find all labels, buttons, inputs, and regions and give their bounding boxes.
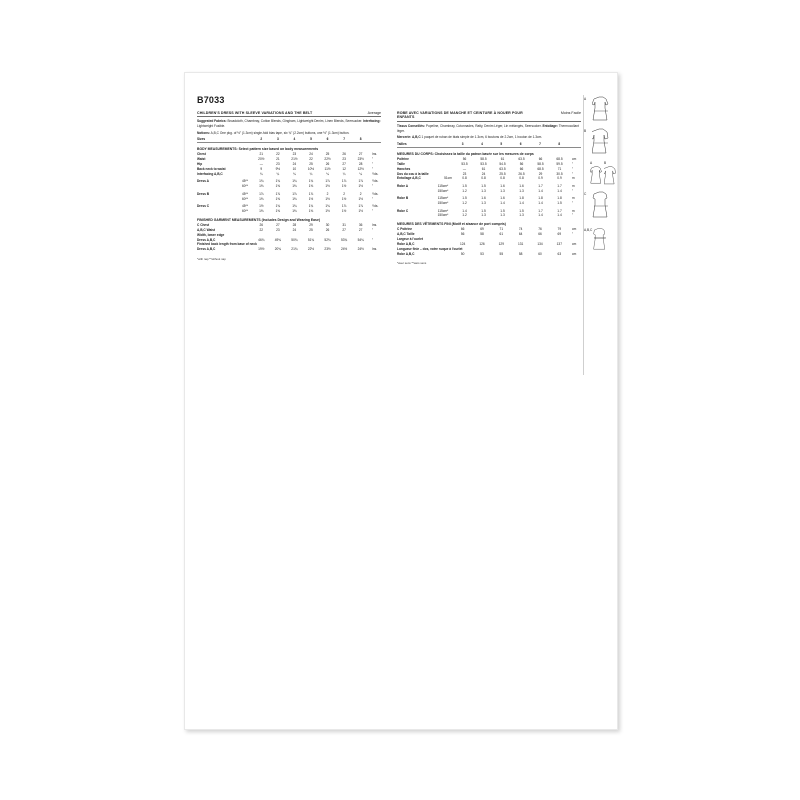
- size-header: 4: [286, 137, 303, 143]
- english-sizes-table: [197, 137, 381, 143]
- french-fabrics: [397, 124, 581, 134]
- french-column: [397, 111, 581, 265]
- table-row: A,B,C Waist 22 23 24 25 26 27 27 ": [197, 227, 374, 232]
- table-row: Finished back length from base of neck: [197, 242, 257, 247]
- size-header: 2: [253, 137, 270, 143]
- table-row: Robe A,B,C 50 53 55 58 60 63 cm: [397, 251, 577, 256]
- french-fabrics-text: Popeline, Chambray, Cotonnades, Ratty, Denim Léger, Lin mélangés, Seersucker.: [425, 123, 542, 128]
- sheet-header: [197, 95, 577, 105]
- size-header: 8: [352, 137, 369, 143]
- english-sizes-label: Sizes: [197, 137, 253, 143]
- table-row: Width, lower edge: [197, 232, 225, 237]
- dress-figure-icon: [592, 127, 610, 157]
- garment-illustration-strip: [583, 95, 614, 375]
- table-row: 150cm* 1.2 1.3 1.4 1.4 1.4 1.5 ": [437, 201, 574, 206]
- size-header: 6: [319, 137, 336, 143]
- table-row: Hip — 23 24 25 26 27 28 ": [197, 162, 374, 167]
- french-sizes-label: Tailles: [397, 141, 453, 147]
- illustration-view-a-alt: [590, 159, 603, 188]
- french-header: [397, 111, 581, 122]
- english-dress-c-table: [197, 204, 381, 214]
- english-footnote: *with nap **without nap: [197, 256, 226, 261]
- illustration-view-b: [584, 127, 614, 157]
- english-finished-table: [197, 223, 381, 252]
- english-notions: [197, 131, 381, 136]
- french-robe-a-table: [397, 184, 581, 194]
- french-notions: [397, 135, 581, 140]
- size-header: 5: [303, 137, 320, 143]
- french-robe-b-table: [397, 196, 581, 206]
- dress-figure-icon: [590, 164, 603, 188]
- table-row: Dress A,B,C 19½ 20¾ 21¾ 22½ 23½ 24½ 24½ Ins.: [197, 247, 378, 252]
- table-row: Dress B 45** 1⅞ 1⅞ 1⅞ 1⅞ 2 2 2 Yds.: [197, 191, 379, 196]
- table-row: C Chest 26 27 28 29 30 31 36 Ins.: [197, 222, 378, 227]
- table-row: 150cm* 1.2 1.3 1.3 1.3 1.4 1.4 ": [437, 213, 574, 218]
- english-dress-a-table: [197, 179, 381, 189]
- table-row: Robe A 115cm* 1.5 1.5 1.6 1.6 1.7 1.7 m: [397, 183, 575, 188]
- size-header: 3: [453, 141, 472, 147]
- table-row: Robe A,B,C 124 126 129 131 134 137 cm: [397, 242, 577, 247]
- size-header: 7: [336, 137, 353, 143]
- table-row: Dress A 45** 1¾ 1¾ 1¾ 1¾ 1⅞ 1⅞ 1⅞ Yds.: [197, 179, 379, 184]
- french-sizes-table: [397, 141, 581, 147]
- dress-figure-icon: [604, 164, 617, 188]
- english-body-section-title: BODY MEASUREMENTS: Select pattern size based on body measurements: [197, 147, 319, 152]
- table-row: Taille 53.5 53.5 54.5 56 58.5 59.5 ": [397, 161, 574, 166]
- french-finished-table: [397, 227, 581, 256]
- size-header: 4: [472, 141, 491, 147]
- english-column: [197, 111, 381, 261]
- view-label: B: [584, 129, 587, 133]
- illustration-view-c: [584, 190, 614, 220]
- french-robe-c-table: [397, 208, 581, 218]
- french-fabrics-label: Tissus Conseillés:: [397, 123, 425, 128]
- french-finished-section-title: MESURES DES VÊTEMENTS FINI (Motif et aisance de port compris): [397, 222, 506, 227]
- french-difficulty: Moins Facile: [560, 111, 581, 115]
- table-row: Poitrine 56 58.5 61 63.5 66 68.5 cm: [397, 156, 577, 161]
- english-finished-section-title: FINISHED GARMENT MEASUREMENTS (Includes Design and Wearing Ease): [197, 217, 320, 222]
- english-body-table: [197, 152, 381, 177]
- table-row: [397, 141, 581, 147]
- french-body-section-title: MESURES DU CORPS: Choisissez la taille du patron basée sur les mesures de corps: [397, 151, 534, 156]
- english-fabrics: [197, 119, 381, 129]
- english-notions-label: Notions:: [197, 130, 210, 135]
- view-label: A: [590, 161, 593, 165]
- table-row: Robe C 115cm* 1.4 1.5 1.5 1.5 1.7 1.7 m: [397, 208, 575, 213]
- table-row: Hanches — 61 63.5 66 68.5 71 ": [397, 166, 574, 171]
- english-fabrics-label: Suggested Fabrics:: [197, 119, 227, 124]
- table-row: Largeur à l'ourlet: [397, 237, 423, 242]
- dress-figure-icon: [592, 190, 610, 220]
- illustration-pair-ab: [590, 159, 614, 190]
- illustration-view-abc: [584, 226, 614, 250]
- dress-figure-icon: [592, 95, 610, 125]
- view-label: C: [584, 192, 587, 196]
- french-footnote: *avec sens **sans sens: [397, 261, 427, 266]
- english-interfacing-label: Interfacing:: [363, 119, 381, 124]
- french-interfacing-text: Thermocollant léger.: [397, 123, 579, 133]
- table-row: 60** 1⅜ 1⅜ 1⅜ 1⅜ 1½ 1½ 1½ ": [241, 184, 374, 189]
- french-notions-text: 1 paquet de ruban de biais simple de 1.3cm, 6 boutons de 2.2cm, 1 bouton de 1.3cm.: [421, 135, 543, 140]
- view-label: A,B,C: [584, 228, 593, 232]
- pattern-number: B7033: [197, 95, 225, 105]
- english-difficulty: Average: [367, 111, 381, 115]
- view-label: B: [604, 161, 607, 165]
- size-header: 5: [492, 141, 511, 147]
- table-row: Chest 21 22 23 24 25 26 27 Ins.: [197, 152, 378, 157]
- english-fabrics-text: Broadcloth, Chambray, Cotton Blends, Gingham, Lightweight Denim, Linen Blends, Seersucker.: [227, 119, 363, 124]
- table-row: Waist 20½ 21 21½ 22 22½ 23 23½ ": [197, 157, 374, 162]
- table-row: A,B,C Taille 56 58 61 64 66 69 ": [397, 232, 574, 237]
- size-header: 3: [270, 137, 287, 143]
- table-row: Dress C 45** 1½ 1¾ 1¾ 1¾ 1¾ 1⅞ 1⅞ Yds.: [197, 204, 379, 209]
- english-header: [197, 111, 381, 117]
- table-row: Longueur finie – dos, votre nuque à l'ourlet: [397, 246, 463, 251]
- size-header: 7: [530, 141, 549, 147]
- belt-figure-icon: [592, 226, 608, 250]
- table-row: 150cm* 1.2 1.3 1.3 1.3 1.4 1.4 ": [437, 188, 574, 193]
- french-title: ROBE AVEC VARIATIONS DE MANCHE ET CEINTURE À NOUER POUR ENFANTS: [397, 111, 523, 120]
- pattern-instruction-sheet: [184, 72, 618, 730]
- table-row: [197, 137, 381, 143]
- english-notions-text: A,B,C One pkg. of ½" (1.3cm) single-fold bias tape, six ¾" (2.2cm) buttons, one ½" (1.3cm) button.: [210, 130, 350, 135]
- view-label: A: [584, 97, 587, 101]
- table-row: Entoilage A,B,C 51cm 0.8 0.8 0.8 0.8 0.9 0.9 m: [397, 176, 575, 181]
- table-row: 60** 1⅜ 1⅜ 1⅜ 1⅜ 1½ 1½ 1½ ": [241, 208, 374, 213]
- english-interfacing-text: Lightweight Fusible.: [197, 124, 226, 129]
- french-body-table: [397, 157, 581, 182]
- table-row: Dos du cou à la taille 23 24 25.5 26.5 29 30.5 ": [397, 171, 574, 176]
- size-header: 8: [550, 141, 569, 147]
- table-row: Robe B 115cm* 1.5 1.6 1.6 1.8 1.8 1.8 m: [397, 196, 575, 201]
- table-row: Dress A,B,C 46¾ 49¾ 50¾ 51¾ 52¾ 53¾ 54¾ ": [197, 237, 374, 242]
- table-row: C Poitrine 66 69 71 74 76 79 cm: [397, 227, 577, 232]
- illustration-view-b-alt: [604, 159, 617, 188]
- english-title: CHILDREN'S DRESS WITH SLEEVE VARIATIONS AND THE BELT: [197, 111, 313, 115]
- illustration-view-a: [584, 95, 614, 125]
- table-row: Back neck to waist 9 9½ 10 10½ 11½ 12 12½ ": [197, 167, 374, 172]
- size-header: 6: [511, 141, 530, 147]
- french-notions-label: Mercerie: A,B,C: [397, 135, 421, 140]
- table-row: Interfacing A,B,C ¼ ¼ ¼ ¼ ¼ ¼ ¼ Yds.: [197, 172, 379, 176]
- english-dress-b-table: [197, 191, 381, 201]
- table-row: 60** 1⅜ 1⅜ 1⅜ 1½ 1½ 1½ 1½ ": [241, 196, 374, 201]
- french-interfacing-label: Entoilage:: [542, 123, 558, 128]
